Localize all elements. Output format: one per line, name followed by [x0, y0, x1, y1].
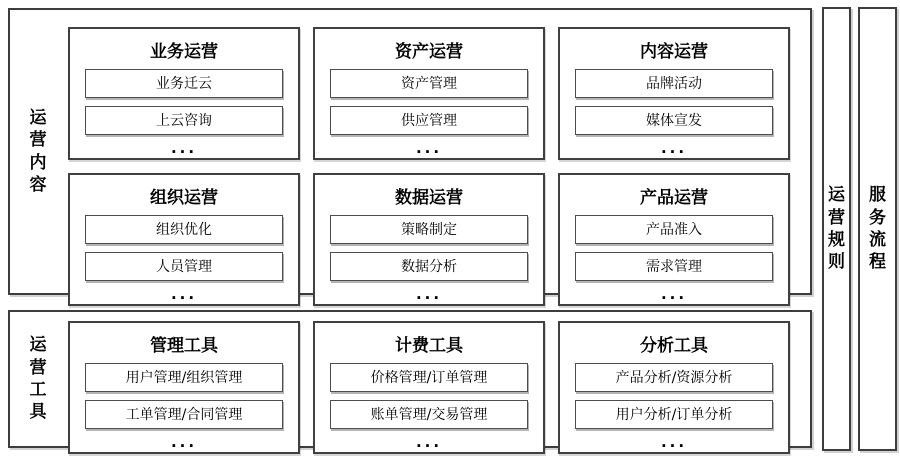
- group-item: 业务迁云: [85, 69, 283, 98]
- group-title: 业务运营: [150, 42, 218, 62]
- group-item: 用户分析/订单分析: [575, 400, 773, 429]
- operation-content-label-zone: [10, 10, 66, 293]
- group-item: 供应管理: [330, 106, 528, 135]
- group-item: 需求管理: [575, 252, 773, 281]
- group-title: 管理工具: [150, 336, 218, 356]
- more-ellipsis: ...: [170, 285, 198, 303]
- operation-content-grid: [66, 10, 810, 303]
- group-management-tools: [68, 321, 300, 454]
- group-title: 数据运营: [395, 188, 463, 208]
- more-ellipsis: ...: [170, 433, 198, 451]
- group-business-ops: [68, 27, 300, 160]
- group-item: 上云咨询: [85, 106, 283, 135]
- operation-tools-grid: [66, 312, 810, 451]
- group-asset-ops: [313, 27, 545, 160]
- operation-rules-label: 运营规则: [828, 185, 845, 273]
- group-organization-ops: [68, 173, 300, 306]
- group-data-ops: [313, 173, 545, 306]
- more-ellipsis: ...: [660, 285, 688, 303]
- group-item: 产品准入: [575, 215, 773, 244]
- group-item: 价格管理/订单管理: [330, 363, 528, 392]
- group-title: 计费工具: [395, 336, 463, 356]
- operation-rules-bar: [822, 7, 851, 451]
- operation-content-label: 运营内容: [29, 107, 47, 195]
- group-title: 分析工具: [640, 336, 708, 356]
- group-content-ops: [558, 27, 790, 160]
- more-ellipsis: ...: [415, 139, 443, 157]
- more-ellipsis: ...: [415, 433, 443, 451]
- group-title: 资产运营: [395, 42, 463, 62]
- operation-tools-label-zone: [10, 312, 66, 446]
- group-item: 媒体宣发: [575, 106, 773, 135]
- more-ellipsis: ...: [660, 139, 688, 157]
- group-item: 组织优化: [85, 215, 283, 244]
- group-title: 内容运营: [640, 42, 708, 62]
- more-ellipsis: ...: [660, 433, 688, 451]
- group-item: 品牌活动: [575, 69, 773, 98]
- group-title: 组织运营: [150, 188, 218, 208]
- group-item: 账单管理/交易管理: [330, 400, 528, 429]
- group-item: 策略制定: [330, 215, 528, 244]
- group-item: 数据分析: [330, 252, 528, 281]
- more-ellipsis: ...: [415, 285, 443, 303]
- group-item: 工单管理/合同管理: [85, 400, 283, 429]
- service-process-label: 服务流程: [869, 185, 886, 273]
- more-ellipsis: ...: [170, 139, 198, 157]
- group-item: 人员管理: [85, 252, 283, 281]
- group-product-ops: [558, 173, 790, 306]
- group-analysis-tools: [558, 321, 790, 454]
- group-item: 产品分析/资源分析: [575, 363, 773, 392]
- group-title: 产品运营: [640, 188, 708, 208]
- group-item: 用户管理/组织管理: [85, 363, 283, 392]
- service-process-bar: [858, 7, 897, 451]
- group-item: 资产管理: [330, 69, 528, 98]
- operation-content-section: [8, 8, 812, 303]
- group-billing-tools: [313, 321, 545, 454]
- operation-tools-label: 运营工具: [29, 335, 47, 423]
- operation-tools-section: [8, 310, 812, 451]
